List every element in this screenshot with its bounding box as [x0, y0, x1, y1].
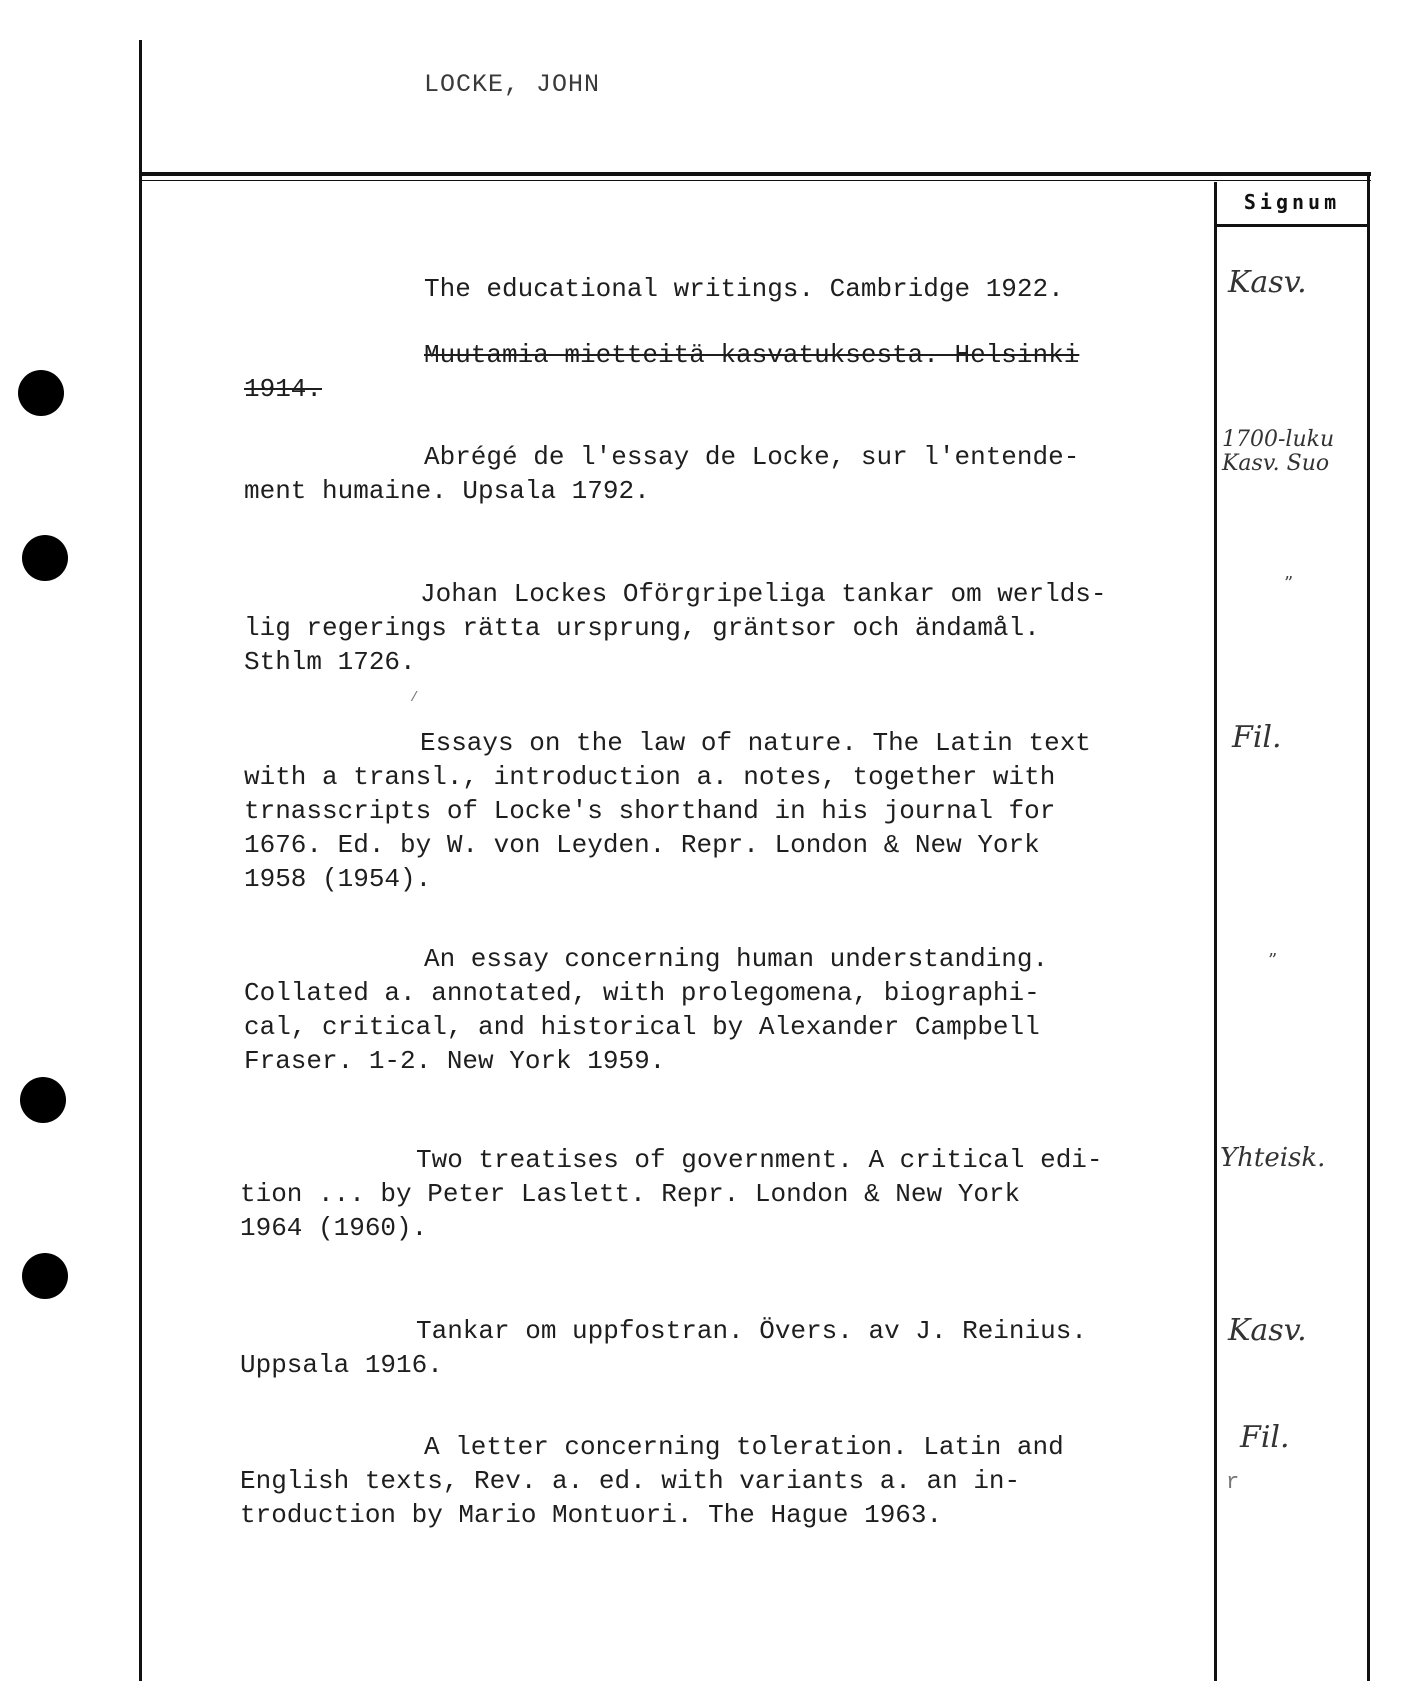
catalog-entry [240, 1314, 1087, 1382]
catalog-entry [244, 440, 1079, 508]
entry-line: Two treatises of government. A critical edi- [416, 1145, 1103, 1175]
entry-line: Muutamia mietteitä kasvatuksesta. Helsinki [424, 340, 1080, 370]
signum-annotation-line: 1700-luku [1222, 427, 1335, 452]
signum-annotation: Fil. [1232, 720, 1282, 755]
top-rule-thin [139, 180, 1371, 181]
entry-line: Fraser. 1-2. New York 1959. [244, 1046, 666, 1076]
signum-header: Signum [1243, 190, 1341, 214]
punch-hole [22, 1253, 68, 1299]
ditto-mark: ” [1268, 950, 1278, 971]
stray-mark: / [410, 690, 419, 706]
stray-mark: r [1226, 1470, 1240, 1495]
top-rule [139, 172, 1371, 176]
entry-line: Uppsala 1916. [240, 1350, 443, 1380]
punch-hole [18, 370, 64, 416]
signum-column-left-rule [1214, 182, 1217, 1681]
catalog-entry [240, 1430, 1064, 1532]
entry-line: 1914. [244, 374, 323, 404]
catalog-entry [240, 1143, 1103, 1245]
catalog-entry [244, 272, 1064, 306]
entry-line: English texts, Rev. a. ed. with variants a. an in- [240, 1466, 1021, 1496]
entry-line: The educational writings. Cambridge 1922. [424, 274, 1064, 304]
signum-annotation: Yhteisk. [1220, 1143, 1326, 1173]
entry-line: Tankar om uppfostran. Övers. av J. Reinius. [416, 1316, 1087, 1346]
entry-line: cal, critical, and historical by Alexander Campbell [244, 1012, 1040, 1042]
ditto-mark: ” [1284, 573, 1294, 594]
entry-line: Sthlm 1726. [244, 647, 416, 677]
signum-annotation-line: Kasv. Suo [1222, 451, 1330, 476]
signum-column-right-rule [1367, 172, 1370, 1681]
entry-line: Collated a. annotated, with prolegomena, biographi- [244, 978, 1040, 1008]
entry-line: with a transl., introduction a. notes, together with [244, 762, 1056, 792]
punch-hole [22, 535, 68, 581]
entry-line: ment humaine. Upsala 1792. [244, 476, 650, 506]
signum-annotation: Kasv. [1228, 265, 1307, 300]
entry-line: troduction by Mario Montuori. The Hague 1963. [240, 1500, 943, 1530]
entry-line: 1958 (1954). [244, 864, 432, 894]
entry-line: Abrégé de l'essay de Locke, sur l'entende- [424, 442, 1080, 472]
signum-annotation [1222, 428, 1334, 476]
signum-annotation: Kasv. [1228, 1313, 1307, 1348]
entry-line: Johan Lockes Oförgripeliga tankar om werlds- [420, 579, 1107, 609]
entry-line: lig regerings rätta ursprung, gräntsor och ändamål. [244, 613, 1040, 643]
entry-line: trnasscripts of Locke's shorthand in his journal for [244, 796, 1056, 826]
entry-line: tion ... by Peter Laslett. Repr. London & New York [240, 1179, 1021, 1209]
card-title: LOCKE, JOHN [424, 70, 601, 99]
entry-line: A letter concerning toleration. Latin and [424, 1432, 1064, 1462]
signum-annotation: Fil. [1240, 1420, 1290, 1455]
entry-line: An essay concerning human understanding. [424, 944, 1049, 974]
catalog-entry [244, 942, 1048, 1078]
catalog-entry [244, 726, 1091, 896]
catalog-entry-struck [244, 338, 1079, 406]
catalog-entry [244, 577, 1107, 679]
entry-line: Essays on the law of nature. The Latin text [420, 728, 1091, 758]
entry-line: 1676. Ed. by W. von Leyden. Repr. London & New York [244, 830, 1040, 860]
left-margin-rule [139, 40, 142, 1681]
punch-hole [20, 1077, 66, 1123]
entry-line: 1964 (1960). [240, 1213, 428, 1243]
